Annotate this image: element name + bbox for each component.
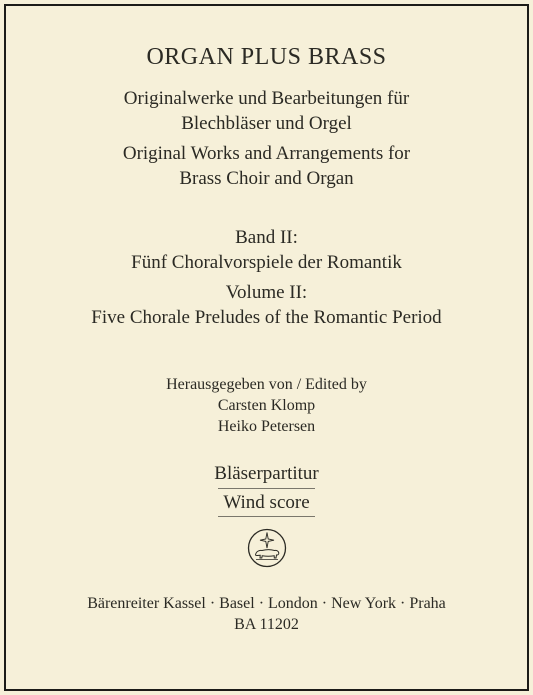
subtitle-german-line-1: Originalwerke und Bearbeitungen für: [123, 88, 410, 109]
divider-rule: [218, 516, 315, 517]
catalog-number: BA 11202: [234, 616, 299, 633]
volume-german: [0, 225, 533, 275]
publisher-block: [0, 593, 533, 635]
baerenreiter-bear-star-logo-icon: [247, 528, 287, 568]
editors-block: [0, 374, 533, 437]
publisher-cities: Bärenreiter Kassel · Basel · London · New York · Praha: [87, 595, 446, 612]
subtitle-german: [0, 86, 533, 136]
subtitle-english-line-2: Brass Choir and Organ: [179, 168, 354, 189]
editor-name: Heiko Petersen: [217, 418, 316, 435]
score-type-english: Wind score: [223, 492, 310, 513]
volume-english: [0, 280, 533, 330]
subtitle-english: [0, 141, 533, 191]
volume-title-german: Fünf Choralvorspiele der Romantik: [131, 252, 402, 273]
series-title: ORGAN PLUS BRASS: [146, 44, 387, 70]
divider-rule: [218, 488, 315, 489]
subtitle-english-line-1: Original Works and Arrangements for: [122, 143, 411, 164]
score-type-german: Bläserpartitur: [214, 463, 319, 484]
volume-label-german: Band II:: [235, 227, 298, 248]
editor-name: Carsten Klomp: [217, 397, 316, 414]
subtitle-german-line-2: Blechbläser und Orgel: [181, 113, 352, 134]
volume-title-english: Five Chorale Preludes of the Romantic Period: [91, 307, 442, 328]
editors-label: Herausgegeben von / Edited by: [166, 376, 367, 393]
volume-label-english: Volume II:: [225, 282, 308, 303]
